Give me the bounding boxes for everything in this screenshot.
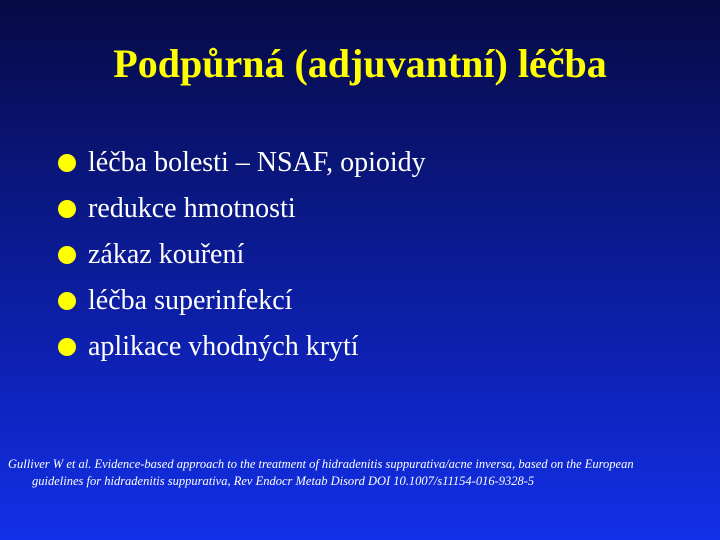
bullet-text: zákaz kouření [88, 239, 245, 270]
bullet-dot-icon [58, 200, 76, 218]
bullet-dot-icon [58, 154, 76, 172]
bullet-item [58, 324, 426, 370]
bullet-item [58, 186, 426, 232]
bullet-item [58, 140, 426, 186]
bullet-dot-icon [58, 338, 76, 356]
bullet-dot-icon [58, 292, 76, 310]
bullet-list [58, 140, 426, 370]
bullet-dot-icon [58, 246, 76, 264]
bullet-text: redukce hmotnosti [88, 193, 296, 224]
slide-title: Podpůrná (adjuvantní) léčba [113, 41, 607, 86]
bullet-text: léčba superinfekcí [88, 285, 293, 316]
bullet-text: aplikace vhodných krytí [88, 331, 359, 362]
bullet-item [58, 232, 426, 278]
bullet-item [58, 278, 426, 324]
bullet-text: léčba bolesti – NSAF, opioidy [88, 147, 426, 178]
citation: Gulliver W et al. Evidence-based approach to the treatment of hidradenitis suppurativa/acne inversa, based on the European guidelines for hidradenitis suppurativa, Rev Endocr Metab Disord DOI 10.1007/s11154-016-9328-5 [8, 457, 634, 488]
